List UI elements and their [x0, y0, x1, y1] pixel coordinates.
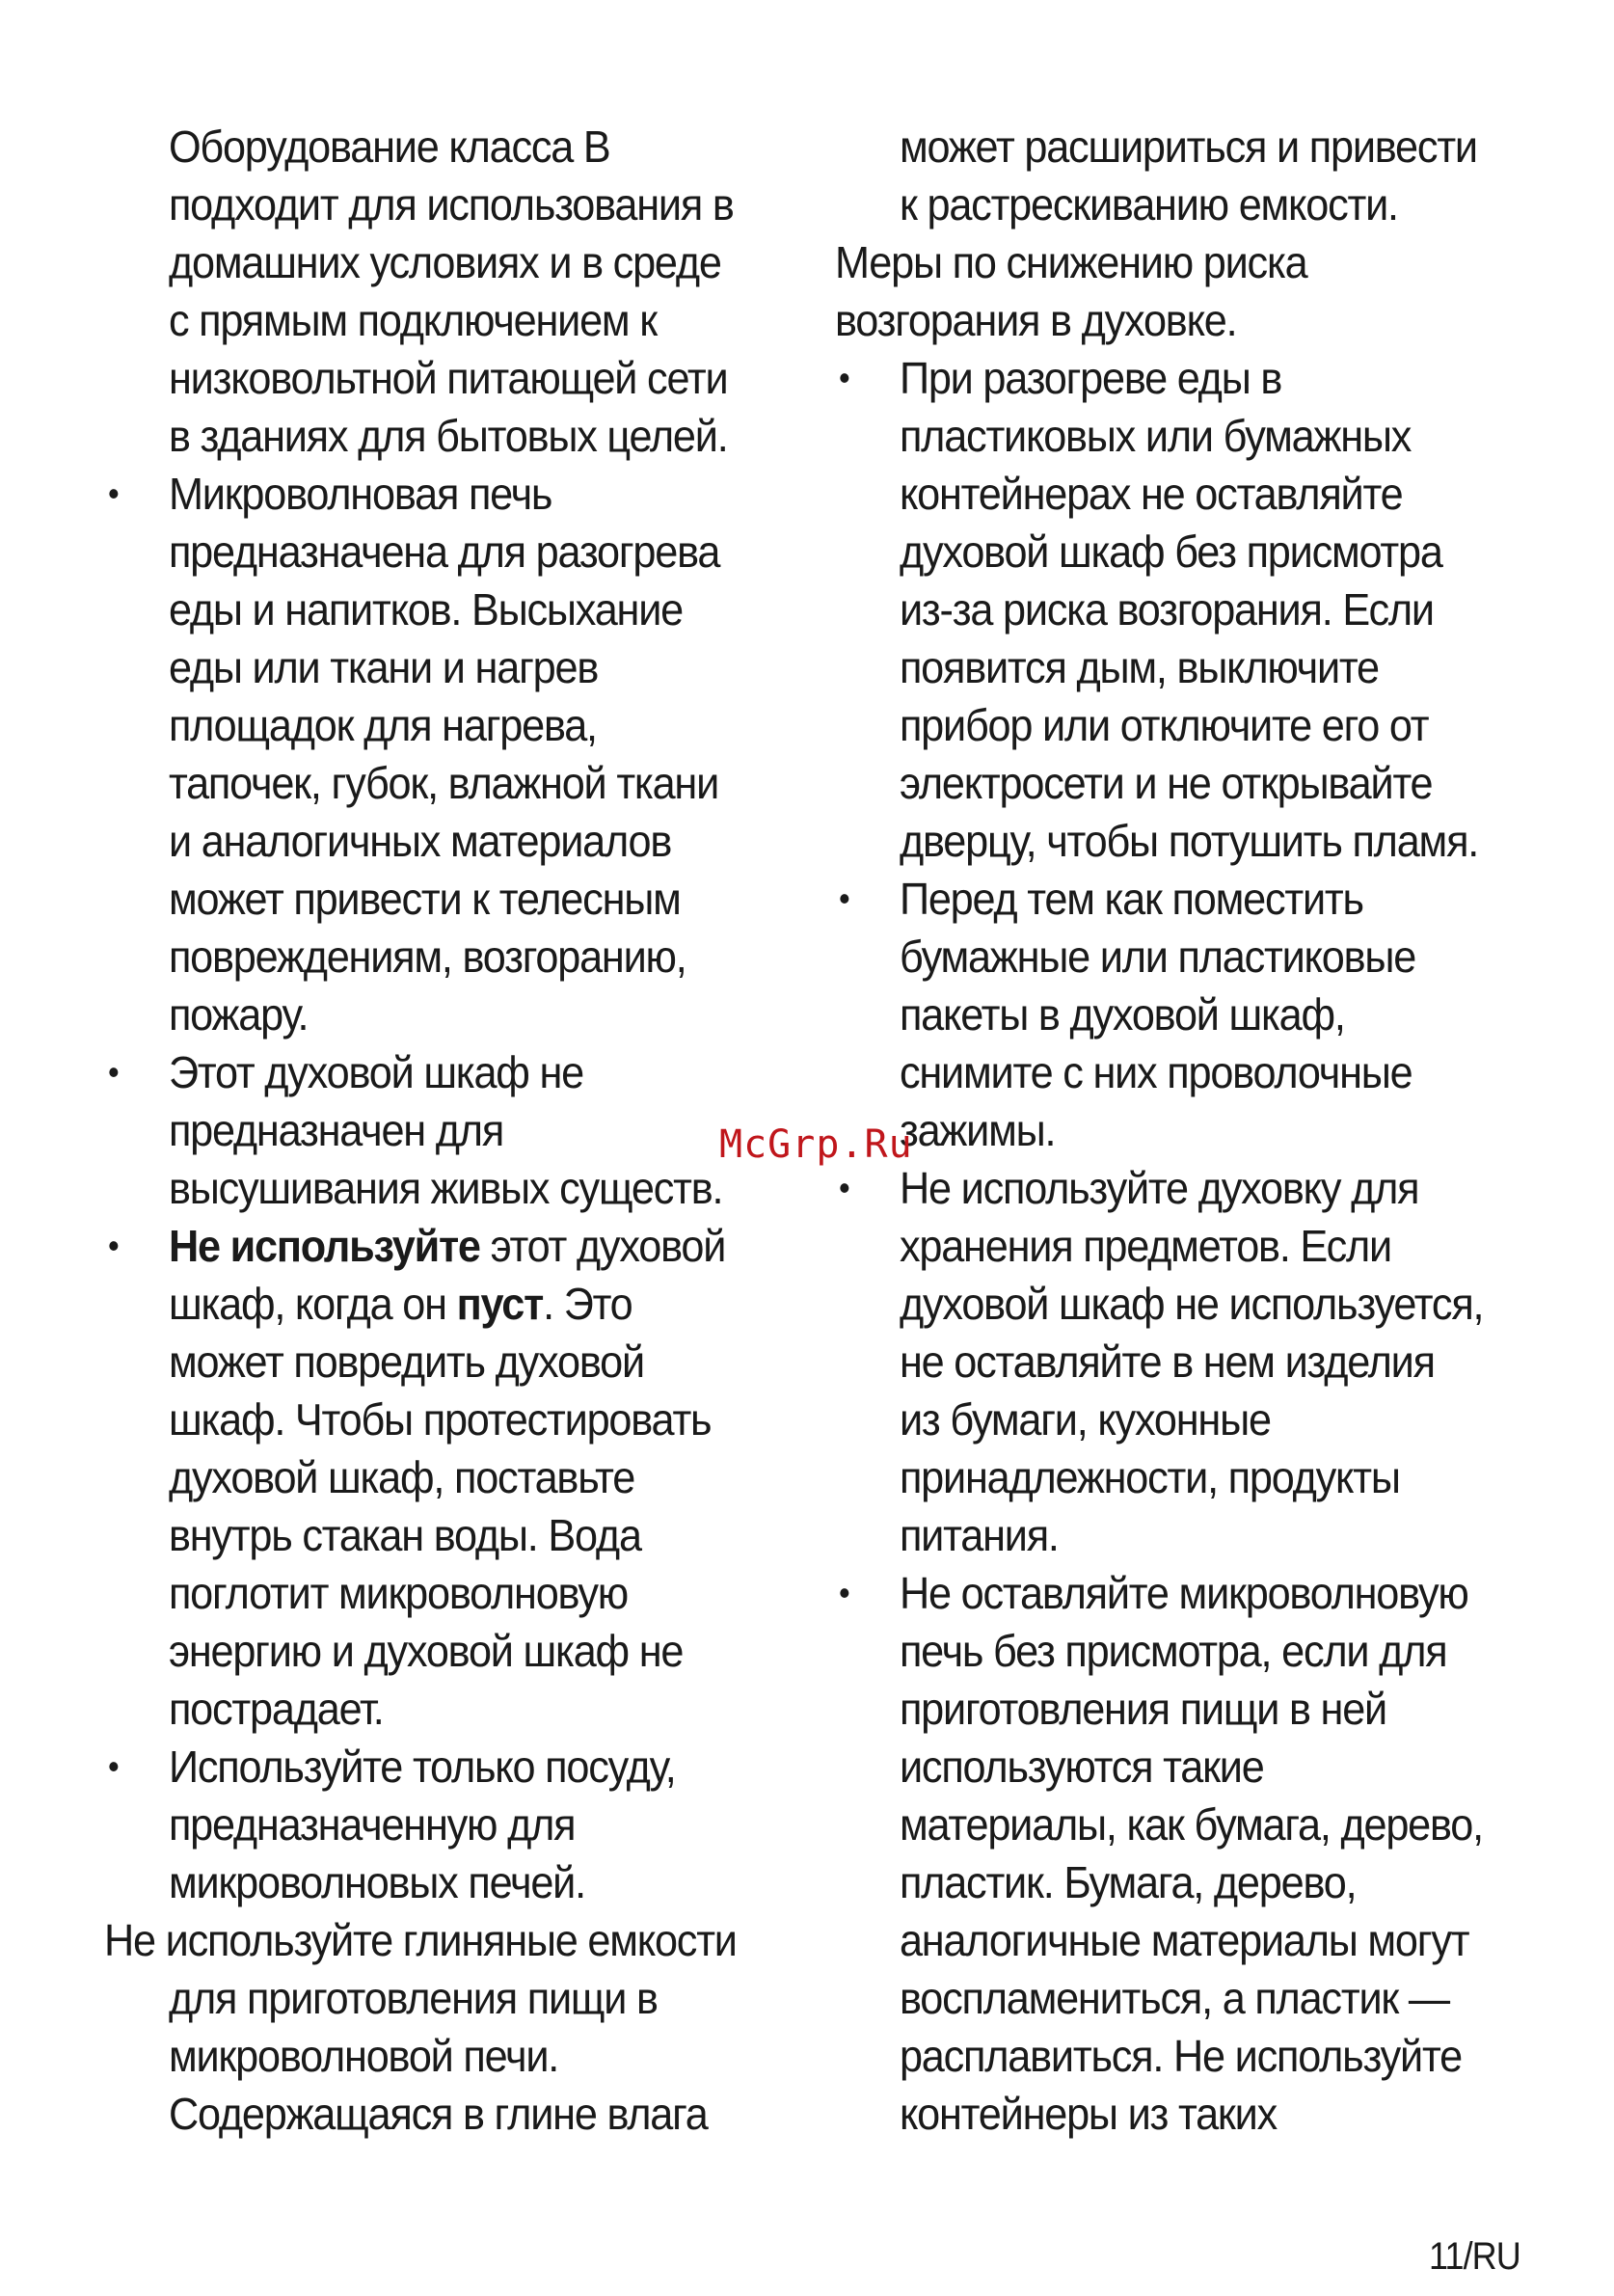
text-line: приготовления пищи в ней	[899, 1684, 1387, 1734]
text-line	[169, 1217, 786, 1275]
text-line: микроволновых печей.	[168, 1857, 585, 1907]
bullet-icon: •	[839, 1168, 849, 1207]
text-line: не оставляйте в нем изделия	[899, 1337, 1435, 1387]
bullet-icon: •	[108, 473, 119, 513]
text-line: Меры по снижению риска	[835, 237, 1307, 287]
text-line: предназначен для	[168, 1105, 504, 1155]
text-line: Оборудование класса В	[168, 122, 610, 172]
text-line: для приготовления пищи в	[168, 1973, 658, 2023]
text-line: бумажные или пластиковые	[899, 932, 1416, 982]
bullet-icon: •	[839, 1573, 849, 1612]
text-line: хранения предметов. Если	[899, 1221, 1391, 1271]
bullet-icon: •	[839, 358, 849, 397]
text-line: низковольтной питающей сети	[168, 353, 728, 403]
text-line: появится дым, выключите	[899, 642, 1379, 692]
text-line: аналогичные материалы могут	[899, 1915, 1469, 1965]
text-line: пластик. Бумага, дерево,	[899, 1857, 1357, 1907]
text-line: используются такие	[899, 1742, 1264, 1792]
text-line: Не используйте глиняные емкости	[104, 1915, 737, 1965]
bullet-icon: •	[108, 1746, 119, 1786]
text-line	[169, 1275, 786, 1333]
bold-text: пуст	[456, 1279, 544, 1329]
bullet-item-unattended	[835, 1564, 1517, 2143]
text-line: снимите с них проволочные	[899, 1047, 1412, 1097]
text-line: возгорания в духовке.	[835, 295, 1237, 345]
text-line: расплавиться. Не используйте	[899, 2031, 1462, 2081]
bold-text: Не используйте	[168, 1221, 480, 1271]
text-line: площадок для нагрева,	[168, 700, 597, 750]
bullet-item-living	[104, 1043, 786, 1217]
text-line: с прямым подключением к	[168, 295, 657, 345]
text-line: пострадает.	[168, 1684, 384, 1734]
text-line: шкаф. Чтобы протестировать	[168, 1394, 712, 1445]
text-line: дверцу, чтобы потушить пламя.	[899, 816, 1479, 866]
bullet-icon: •	[108, 1052, 119, 1092]
text-line: пакеты в духовой шкаф,	[899, 989, 1345, 1040]
text-line: домашних условиях и в среде	[168, 237, 721, 287]
text-line: еды или ткани и нагрев	[168, 642, 599, 692]
text-line: предназначенную для	[168, 1799, 576, 1850]
text-line: из бумаги, кухонные	[899, 1394, 1271, 1445]
text-line: повреждениям, возгоранию,	[168, 932, 686, 982]
left-column	[104, 118, 786, 2143]
text-span: этот духовой	[479, 1221, 726, 1271]
text-line: прибор или отключите его от	[899, 700, 1429, 750]
text-line: духовой шкаф не используется,	[899, 1279, 1484, 1329]
text-line: духовой шкаф, поставьте	[168, 1452, 635, 1502]
text-line: и аналогичных материалов	[168, 816, 672, 866]
text-line: При разогреве еды в	[899, 353, 1282, 403]
text-line: в зданиях для бытовых целей.	[168, 411, 728, 461]
bullet-item-storage	[835, 1159, 1517, 1564]
bullet-icon: •	[108, 1226, 119, 1265]
bullet-item-dishes	[104, 1738, 786, 1911]
text-line: еды и напитков. Высыхание	[168, 584, 684, 635]
text-line: Этот духовой шкаф не	[168, 1047, 584, 1097]
text-line: пожару.	[168, 989, 309, 1040]
fire-heading	[835, 233, 1517, 349]
text-line: духовой шкаф без присмотра	[899, 527, 1442, 577]
text-line: пластиковых или бумажных	[899, 411, 1412, 461]
text-line: может привести к телесным	[168, 874, 681, 924]
text-line: Используйте только посуду,	[168, 1742, 676, 1792]
text-line: контейнеры из таких	[899, 2089, 1278, 2139]
text-line: принадлежности, продукты	[899, 1452, 1400, 1502]
text-line: Не используйте духовку для	[899, 1163, 1419, 1213]
bullet-item-purpose	[104, 465, 786, 1043]
watermark: McGrp.Ru	[719, 1122, 913, 1167]
text-line: Содержащаяся в глине влага	[168, 2089, 708, 2139]
text-line: предназначена для разогрева	[168, 527, 720, 577]
clay-paragraph	[104, 1911, 786, 2143]
text-line: из-за риска возгорания. Если	[899, 584, 1434, 635]
text-span: . Это	[543, 1279, 632, 1329]
text-line: Не оставляйте микроволновую	[899, 1568, 1468, 1618]
text-line: внутрь стакан воды. Вода	[168, 1510, 641, 1560]
text-line: подходит для использования в	[168, 179, 734, 230]
bullet-item-plastic	[835, 349, 1517, 870]
text-line: тапочек, губок, влажной ткани	[168, 758, 719, 808]
bullet-icon: •	[839, 878, 849, 918]
text-line: может расшириться и привести	[899, 122, 1477, 172]
text-line: питания.	[899, 1510, 1059, 1560]
text-line: к растрескиванию емкости.	[899, 179, 1398, 230]
bullet-item-bags	[835, 870, 1517, 1159]
text-line: может повредить духовой	[168, 1337, 644, 1387]
continuation-paragraph	[835, 118, 1517, 233]
text-line: Перед тем как поместить	[899, 874, 1363, 924]
class-b-paragraph	[104, 118, 786, 465]
text-line: контейнерах не оставляйте	[899, 469, 1403, 519]
right-column	[835, 118, 1517, 2143]
text-line: электросети и не открывайте	[899, 758, 1433, 808]
text-line: энергию и духовой шкаф не	[168, 1626, 684, 1676]
text-line: воспламениться, а пластик —	[899, 1973, 1449, 2023]
page-number: 11/RU	[1429, 2235, 1520, 2278]
text-span: шкаф, когда он	[168, 1279, 457, 1329]
text-line: зажимы.	[899, 1105, 1056, 1155]
text-line: высушивания живых существ.	[168, 1163, 723, 1213]
text-line: микроволновой печи.	[168, 2031, 559, 2081]
bullet-item-empty	[104, 1217, 786, 1738]
text-line: материалы, как бумага, дерево,	[899, 1799, 1483, 1850]
text-line: поглотит микроволновую	[168, 1568, 629, 1618]
text-line: Микроволновая печь	[168, 469, 552, 519]
text-line: печь без присмотра, если для	[899, 1626, 1447, 1676]
